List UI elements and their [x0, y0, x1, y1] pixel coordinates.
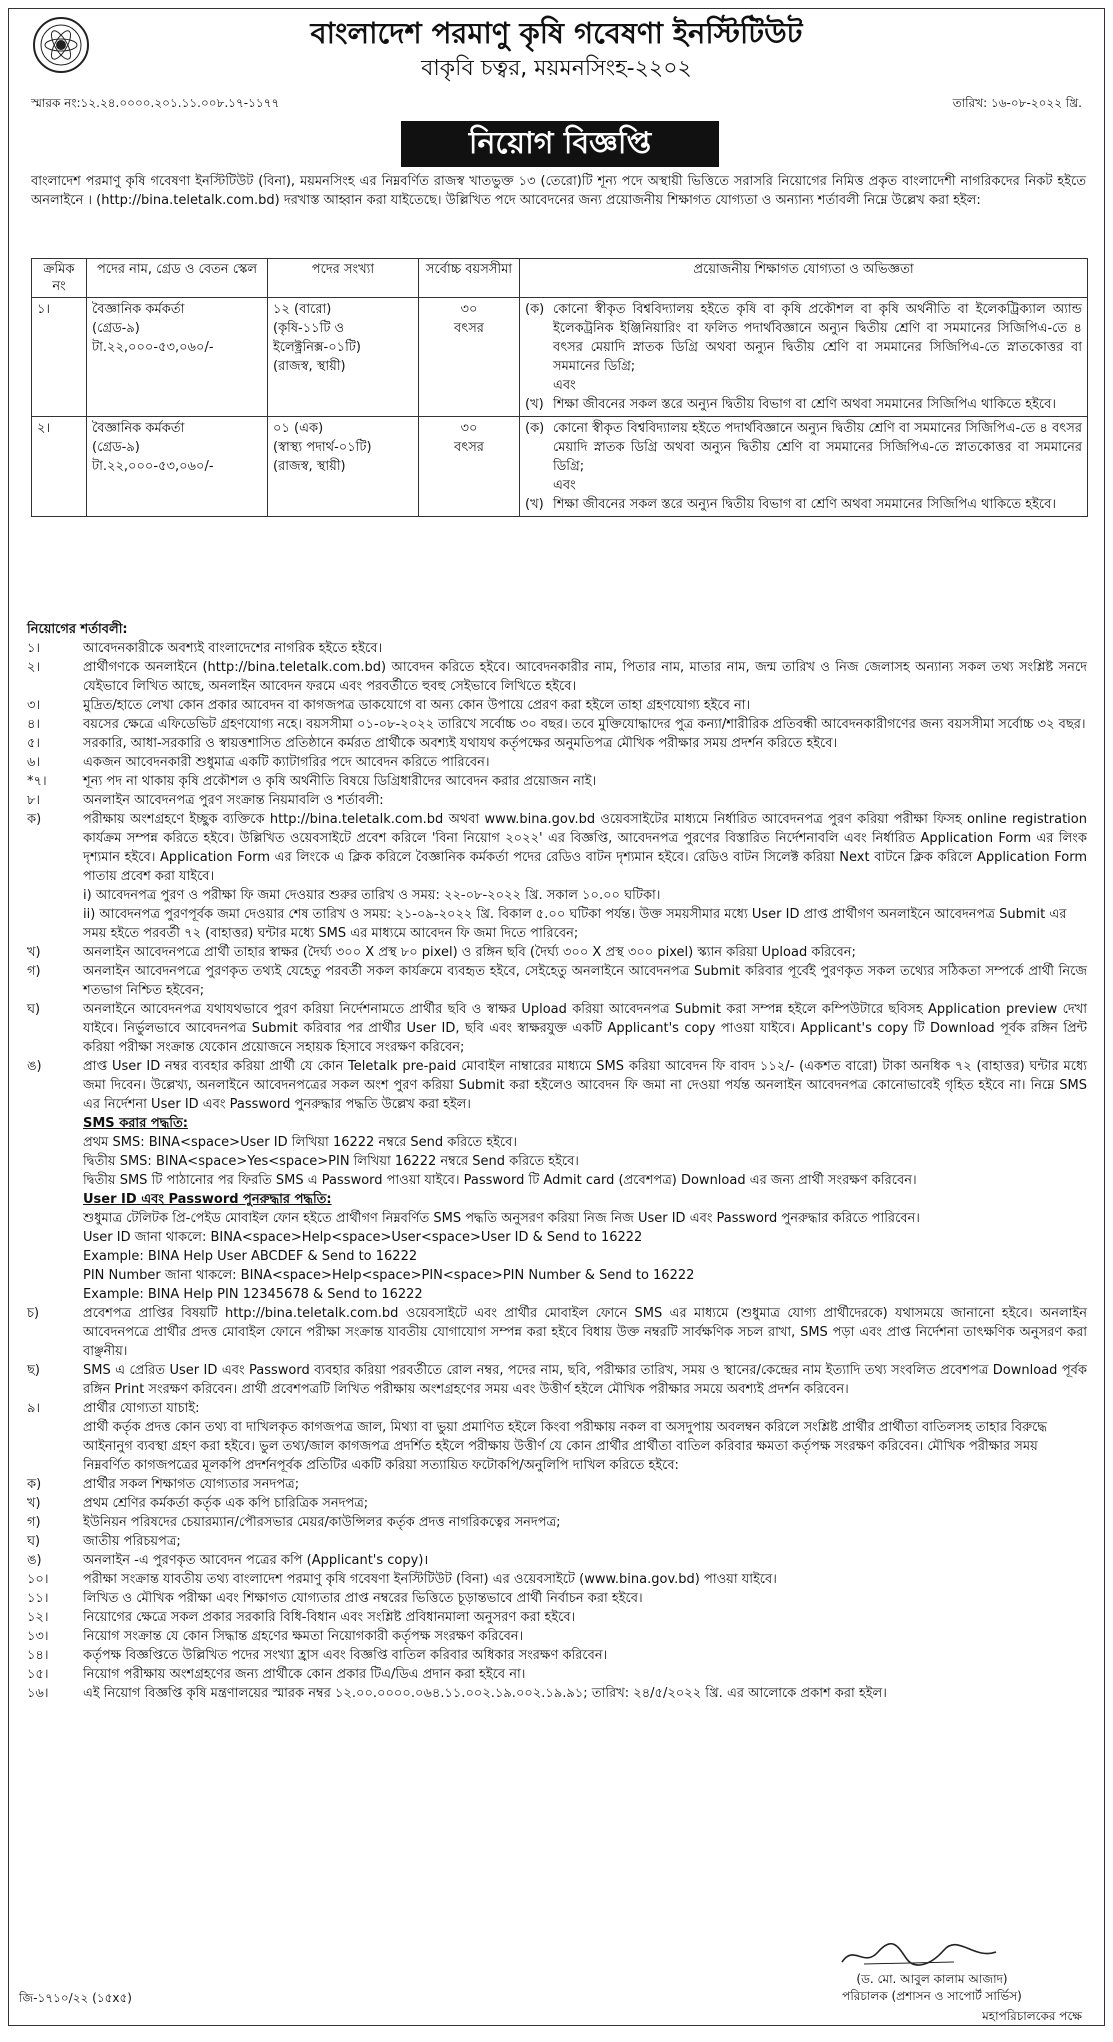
condition-number: ১৫। [27, 1667, 49, 1682]
count-line: ১২ (বারো) [273, 302, 332, 317]
requirement-label: (খ) [525, 497, 544, 512]
condition-number: ৩। [27, 698, 41, 713]
notice-page [8, 8, 1105, 2026]
condition-item [27, 1646, 1087, 1665]
post-line: টা.২২,০০০-৫৩,০৬০/- [92, 340, 214, 355]
serial-cell: ২। [32, 417, 87, 517]
condition-item [27, 1532, 1087, 1551]
condition-text: নিয়োগ পরীক্ষায় অংশগ্রহণের জন্য প্রার্থীকে কোন প্রকার টিএ/ডিএ প্রদান করা হইবে না। [83, 1667, 526, 1682]
count-line: ০১ (এক) [273, 421, 324, 436]
condition-item [27, 772, 1087, 791]
condition-subline: দ্বিতীয় SMS: BINA<space>Yes<space>PIN লিখিয়া 16222 নম্বরে Send করিতে হইবে। [83, 1154, 579, 1169]
posts-table [31, 258, 1088, 517]
condition-text: বয়সের ক্ষেত্রে এফিডেভিট গ্রহণযোগ্য নহে। বয়সসীমা ০১-০৮-২০২২ তারিখে সর্বোচ্চ ৩০ বছর। তবে মুক্তিযোদ্ধাদের পুত্র কন্যা/শারীরিক প্রতিবন্ধী আবেদনকারীগণের জন্য বয়সসীমা সর্বোচ্চ ৩২ বছর। [83, 717, 1086, 732]
condition-item [27, 1589, 1087, 1608]
condition-number: ২। [27, 660, 41, 675]
condition-text: প্রার্থীগণকে অনলাইনে (http://bina.teletalk.com.bd) আবেদন করিতে হইবে। আবেদনকারীর নাম, পিতার নাম, মাতার নাম, জন্ম তারিখ ও নিজ জেলাসহ অন্যান্য সকল তথ্য সংশ্লিষ্ট সনদে যেইভাবে লিখিত আছে, অনলাইন আবেদন ফরমে এবং পরবর্তীতে হুবহু সেইভাবে লিখিতে হইবে। [83, 660, 1087, 694]
condition-subline: দ্বিতীয় SMS টি পাঠানোর পর ফিরতি SMS এ Password পাওয়া যাইবে। Password টি Admit card (প্রবেশপত্র) Download এর জন্য প্রার্থী সংরক্ষণ করিবেন। [83, 1173, 917, 1188]
condition-subheading: User ID এবং Password পুনরুদ্ধার পদ্ধতি: [83, 1192, 332, 1207]
condition-number: ৯। [27, 1401, 41, 1416]
post-line: টা.২২,০০০-৫৩,০৬০/- [92, 459, 214, 474]
post-line: (গ্রেড-৯) [92, 440, 140, 455]
condition-text: প্রার্থীর যোগ্যতা যাচাই: [83, 1401, 200, 1416]
serial-cell: ১। [32, 298, 87, 417]
condition-number: ঘ) [27, 1002, 41, 1017]
condition-number: ছ) [27, 1363, 40, 1378]
condition-subline: i) আবেদনপত্র পুরণ ও পরীক্ষা ফি জমা দেওয়ার শুরুর তারিখ ও সময়: ২২-০৮-২০২২ খ্রি. সকাল ১০.০০ ঘটিকা। [83, 888, 661, 903]
condition-text: এই নিয়োগ বিজ্ঞপ্তি কৃষি মন্ত্রণালয়ের স্মারক নম্বর ১২.০০.০০০০.০৬৪.১১.০০২.১৯.০০২.১৯.৯১; তারিখ: ২৪/৫/২০২২ খ্রি. এর আলোকে প্রকাশ করা হইল। [83, 1686, 887, 1701]
post-line: বৈজ্ঞানিক কর্মকর্তা [92, 421, 185, 436]
condition-text: লিখিত ও মৌখিক পরীক্ষা এবং শিক্ষাগত যোগ্যতার প্রাপ্ত নম্বরের ভিত্তিতে চূড়ান্তভাবে প্রার্থী নির্বাচন করা হইবে। [83, 1591, 643, 1606]
post-cell [87, 298, 268, 417]
condition-subheading: SMS করার পদ্ধতি: [83, 1116, 188, 1131]
condition-text: প্রার্থীর সকল শিক্ষাগত যোগ্যতার সনদপত্র; [83, 1477, 300, 1492]
intro-paragraph: বাংলাদেশ পরমাণু কৃষি গবেষণা ইনস্টিটিউট (বিনা), ময়মনসিংহ এর নিম্নবর্ণিত রাজস্ব খাতভুক্ত ১৩ (তেরো)টি শূন্য পদে অস্থায়ী ভিত্তিতে সরাসরি নিয়োগের নিমিত্ত প্রকৃত বাংলাদেশী নাগরিকদের নিকট হইতে অনলাইনে । (http://bina.teletalk.com.bd) দরখাস্ত আহ্বান করা যাইতেছে। উল্লিখিত পদে আবেদনের জন্য প্রয়োজনীয় শিক্ষাগত যোগ্যতা ও অন্যান্য শর্তাবলী নিম্নে উল্লেখ করা হইল: [31, 174, 1086, 208]
requirement-text: কোনো স্বীকৃত বিশ্ববিদ্যালয় হইতে পদার্থবিজ্ঞানে অন্যুন দ্বিতীয় শ্রেণি বা সমমানের সিজিপিএ-তে ৪ বৎসর মেয়াদি স্নাতক ডিগ্রি অথবা অন্যুন দ্বিতীয় শ্রেণি বা সমমানের সিজিপিএ-তে স্নাতকোত্তর বা সমমানের ডিগ্রি; [553, 421, 1082, 474]
count-cell [268, 417, 419, 517]
condition-text: ইউনিয়ন পরিষদের চেয়ারম্যান/পৌরসভার মেয়র/কাউন্সিলর কর্তৃক প্রদত্ত নাগরিকত্বের সনদপত্র; [83, 1515, 561, 1530]
condition-item [27, 1627, 1087, 1646]
condition-item [27, 943, 1087, 962]
condition-item [27, 658, 1087, 696]
condition-text: অনলাইন আবেদনপত্র পুরণ সংক্রান্ত নিয়মাবলি ও শর্তাবলী: [83, 793, 384, 808]
count-line: (রাজস্ব, স্থায়ী) [273, 359, 346, 374]
requirement-item [525, 395, 1082, 414]
signature-icon [834, 1940, 1004, 1970]
age-line: ৩০ [460, 302, 478, 317]
condition-number: ১৪। [27, 1648, 49, 1663]
signer-name: (ড. মো. আবুল কালাম আজাদ) [856, 1972, 1008, 1986]
condition-number: ১১। [27, 1591, 49, 1606]
condition-item [27, 1513, 1087, 1532]
table-row [32, 417, 1088, 517]
requirement-text: শিক্ষা জীবনের সকল স্তরে অন্যুন দ্বিতীয় বিভাগ বা শ্রেণি অথবা সমমানের সিজিপিএ থাকিতে হইবে। [553, 497, 1056, 512]
requirement-item [525, 476, 1082, 495]
condition-text: পরীক্ষা সংক্রান্ত যাবতীয় তথ্য বাংলাদেশ পরমাণু কৃষি গবেষণা ইনস্টিটিউট (বিনা) এর ওয়েবসাইটে (www.bina.gov.bd) পাওয়া যাইবে। [83, 1572, 777, 1587]
notice-banner: নিয়োগ বিজ্ঞপ্তি [401, 121, 719, 167]
condition-text: নিয়োগের ক্ষেত্রে সকল প্রকার সরকারি বিধি-বিধান এবং সংশ্লিষ্ট প্রবিধানমালা অনুসরণ করা হইবে। [83, 1610, 576, 1625]
age-cell [419, 417, 520, 517]
condition-item [27, 1551, 1087, 1570]
condition-number: ৫। [27, 736, 41, 751]
requirement-cell [520, 298, 1088, 417]
institute-address: বাকৃবি চত্বর, ময়মনসিংহ-২২০২ [421, 56, 692, 81]
condition-number: *৭। [27, 774, 47, 789]
condition-number: খ) [27, 1496, 41, 1511]
condition-number: ১৩। [27, 1629, 49, 1644]
post-line: (গ্রেড-৯) [92, 321, 140, 336]
condition-number: ঙ) [27, 1059, 42, 1074]
table-row [32, 298, 1088, 417]
age-line: ৩০ [460, 421, 478, 436]
condition-subline: প্রার্থী কর্তৃক প্রদত্ত কোন তথ্য বা দাখিলকৃত কাগজপত্র জাল, মিথ্যা বা ভুয়া প্রমাণিত হইলে কিংবা পরীক্ষায় নকল বা অসদুপায় অবলম্বন করিলে সংশ্লিষ্ট প্রার্থীর প্রার্থীতা বাতিলসহ তাহার বিরুদ্ধে আইনানুগ ব্যবস্থা গ্রহণ করা হইবে। ভুল তথ্য/জাল কাগজপত্র প্রদর্শিত হইলে পরীক্ষায় উত্তীর্ণ যে কোন প্রার্থীর প্রার্থীতা বাতিল করিবার ক্ষমতা কর্তৃপক্ষ সংরক্ষণ করিবেন। মৌখিক পরীক্ষার সময় নিম্নবর্ণিত কাগজপত্রের মূলকপি প্রদর্শনপূর্বক প্রতিটির একটি করিয়া সত্যায়িত ফটোকপি/অনুলিপি দাখিল করিতে হইবে: [83, 1420, 1047, 1473]
signer-title: পরিচালক (প্রশাসন ও সাপোর্ট সার্ভিস) [842, 1989, 1022, 2003]
col-post-header: পদের নাম, গ্রেড ও বেতন স্কেল [87, 259, 268, 298]
condition-text: অনলাইনে আবেদনপত্র যথাযথভাবে পুরণ করিয়া নির্দেশনামতে প্রার্থীর ছবি ও স্বাক্ষর Upload করিয়া আবেদনপত্র Submit করা সম্পন্ন হইলে কম্পিউটারে ছবিসহ Application preview দেখা যাইবে। নির্ভুলভাবে আবেদনপত্র Submit করিবার পর প্রার্থীর User ID, ছবি এবং স্বাক্ষরযুক্ত একটি Applicant's copy পাওয়া যাইবে। Applicant's copy টি Download পূর্বক রঙ্গিন প্রিন্ট করিয়া পরীক্ষা সংক্রান্ত যেকোন প্রয়োজনে সহায়ক হিসাবে সংরক্ষণ করিবেন; [83, 1002, 1087, 1055]
condition-subline: User ID জানা থাকলে: BINA<space>Help<space>User<space>User ID & Send to 16222 [83, 1230, 643, 1245]
condition-subline: শুধুমাত্র টেলিটক প্রি-পেইড মোবাইল ফোন হইতে প্রার্থীগণ নিম্নবর্ণিত SMS পদ্ধতি অনুসরণ করিয়া নিজ নিজ User ID এবং Password পুনরুদ্ধার করিতে পারিবেন। [83, 1211, 920, 1226]
condition-item [27, 1361, 1087, 1399]
condition-text: প্রাপ্ত User ID নম্বর ব্যবহার করিয়া প্রার্থী যে কোন Teletalk pre-paid মোবাইল নাম্বারের মাধ্যমে SMS করিয়া আবেদন ফি বাবদ ১১২/- (একশত বারো) টাকা অনধিক ৭২ (বাহাত্তর) ঘন্টার মধ্যে জমা দিবেন। উল্লেখ্য, অনলাইনে আবেদনপত্রের সকল অংশ পুরণ করিয়া Submit করা হইলেও আবেদন ফি জমা না দেওয়া পর্যন্ত অনলাইন আবেদনপত্র কোনোভাবেই গৃহিত হইবে না। নিম্নে SMS এর নির্দেশনা User ID এবং Password পুনরুদ্ধার পদ্ধতি উল্লেখ করা হইল। [83, 1059, 1087, 1112]
condition-number: ৪। [27, 717, 41, 732]
condition-text: নিয়োগ সংক্রান্ত যে কোন সিদ্ধান্ত গ্রহণের ক্ষমতা নিয়োগকারী কর্তৃপক্ষ সংরক্ষণ করিবেন। [83, 1629, 524, 1644]
conditions-title: নিয়োগের শর্তাবলী: [27, 622, 128, 637]
condition-item [27, 791, 1087, 810]
signature-block [782, 1971, 1082, 2005]
condition-text: একজন আবেদনকারী শুধুমাত্র একটি ক্যাটাগরির পদে আবেদন করিতে পারিবেন। [83, 755, 490, 770]
condition-text: অনলাইন -এ পুরণকৃত আবেদন পত্রের কপি (Applicant's copy)। [83, 1553, 429, 1568]
condition-number: ১০। [27, 1572, 49, 1587]
condition-item [27, 1399, 1087, 1418]
condition-subline: প্রথম SMS: BINA<space>User ID লিখিয়া 16222 নম্বরে Send করিতে হইবে। [83, 1135, 518, 1150]
condition-number: ৬। [27, 755, 41, 770]
condition-text: অনলাইন আবেদনপত্রে প্রার্থী তাহার স্বাক্ষর (দৈর্ঘ্য ৩০০ X প্রস্থ ৮০ pixel) ও রঙ্গিন ছবি (দৈর্ঘ্য ৩০০ X প্রস্থ ৩০০ pixel) স্ক্যান করিয়া Upload করিবেন; [83, 945, 856, 960]
requirement-label: (ক) [525, 421, 545, 436]
condition-item [27, 1494, 1087, 1513]
condition-item [27, 962, 1087, 1000]
condition-number: ১২। [27, 1610, 49, 1625]
requirement-item [525, 300, 1082, 376]
count-line: ইলেক্ট্রনিক্স-০১টি) [273, 340, 361, 355]
requirement-item [525, 495, 1082, 514]
on-behalf-line: মহাপরিচালকের পক্ষে [982, 2009, 1082, 2023]
requirement-text: এবং [553, 478, 576, 493]
requirement-label: (ক) [525, 302, 545, 317]
table-header-row [32, 259, 1088, 298]
col-age-header: সর্বোচ্চ বয়সসীমা [419, 259, 520, 298]
condition-text: শূন্য পদ না থাকায় কৃষি প্রকৌশল ও কৃষি অর্থনীতি বিষয়ে ডিগ্রিধারীদের আবেদন করার প্রয়োজন নাই। [83, 774, 597, 789]
memo-number: স্মারক নং:১২.২৪.০০০০.২০১.১১.০০৮.১৭-১১৭৭ [31, 96, 280, 110]
condition-subline: Example: BINA Help PIN 12345678 & Send to 16222 [83, 1287, 423, 1302]
age-line: বৎসর [454, 440, 484, 455]
condition-number: ঙ) [27, 1553, 42, 1568]
condition-number: খ) [27, 945, 41, 960]
condition-item [27, 715, 1087, 734]
condition-text: আবেদনকারীকে অবশ্যই বাংলাদেশের নাগরিক হইতে হইবে। [83, 641, 383, 656]
condition-item [27, 1608, 1087, 1627]
requirement-cell [520, 417, 1088, 517]
condition-item [27, 753, 1087, 772]
condition-number: ১। [27, 641, 41, 656]
condition-text: SMS এ প্রেরিত User ID এবং Password ব্যবহার করিয়া পরবর্তীতে রোল নম্বর, পদের নাম, ছবি, পরীক্ষার তারিখ, সময় ও স্থানের/কেন্দ্রের নাম ইত্যাদি তথ্য সংবলিত প্রবেশপত্র Download পূর্বক রঙ্গিন Print সংরক্ষণ করিবেন। প্রার্থী প্রবেশপত্রটি লিখিত পরীক্ষায় অংশগ্রহণের সময় এবং উত্তীর্ণ হইলে মৌখিক পরীক্ষার সময়ে অবশ্যই প্রদর্শন করিবেন। [83, 1363, 1087, 1397]
condition-text: সরকারি, আধা-সরকারি ও স্বায়ত্তশাসিত প্রতিষ্ঠানে কর্মরত প্রার্থীকে অবশ্যই যথাযথ কর্তৃপক্ষের অনুমতিপত্র মৌখিক পরীক্ষার সময় প্রদর্শন করিতে হইবে। [83, 736, 838, 751]
condition-text: অনলাইন আবেদনপত্রে পুরণকৃত তথ্যই যেহেতু পরবর্তী সকল কার্যক্রমে ব্যবহৃত হইবে, সেইহেতু অনলাইনে আবেদনপত্র Submit করিবার পূর্বেই পুরণকৃত সকল তথ্যের সঠিকতা সম্পর্কে প্রার্থী নিজে শতভাগ নিশ্চিত হইবেন; [83, 964, 1087, 998]
condition-text: জাতীয় পরিচয়পত্র; [83, 1534, 181, 1549]
col-count-header: পদের সংখ্যা [268, 259, 419, 298]
condition-item [27, 1684, 1087, 1703]
condition-number: গ) [27, 1515, 41, 1530]
requirement-text: কোনো স্বীকৃত বিশ্ববিদ্যালয় হইতে কৃষি বা কৃষি প্রকৌশল বা কৃষি অর্থনীতি বা ইলেকট্রিক্যাল অ্যান্ড ইলেকট্রনিক ইঞ্জিনিয়ারিং বা ফলিত পদার্থবিজ্ঞানে অন্যুন দ্বিতীয় শ্রেণি বা সমমানের সিজিপিএ-তে ৪ বৎসর মেয়াদি স্নাতক ডিগ্রি অথবা অন্যুন দ্বিতীয় শ্রেণি বা সমমানের সিজিপিএ-তে স্নাতকোত্তর বা সমমানের ডিগ্রি; [553, 302, 1082, 374]
job-code: জি-১৭১০/২২ (১৫x৫) [19, 1991, 132, 2005]
condition-number: ১৬। [27, 1686, 49, 1701]
requirement-item [525, 376, 1082, 395]
requirement-label: (খ) [525, 397, 544, 412]
condition-number: ৮। [27, 793, 41, 808]
count-cell [268, 298, 419, 417]
requirement-text: শিক্ষা জীবনের সকল স্তরে অন্যুন দ্বিতীয় বিভাগ বা শ্রেণি অথবা সমমানের সিজিপিএ থাকিতে হইবে। [553, 397, 1056, 412]
condition-item [27, 810, 1087, 886]
condition-item [27, 1304, 1087, 1361]
count-line: (রাজস্ব, স্থায়ী) [273, 459, 346, 474]
condition-subline: PIN Number জানা থাকলে: BINA<space>Help<space>PIN<space>PIN Number & Send to 16222 [83, 1268, 695, 1283]
col-serial-header: ক্রমিক নং [32, 259, 87, 298]
condition-item [27, 696, 1087, 715]
condition-number: ক) [27, 1477, 42, 1492]
condition-subline: ii) আবেদনপত্র পুরণপূর্বক জমা দেওয়ার শেষ তারিখ ও সময়: ২১-০৯-২০২২ খ্রি. বিকাল ৫.০০ ঘটিকা পর্যন্ত। উক্ত সময়সীমার মধ্যে User ID প্রাপ্ত প্রার্থীগণ অনলাইনে আবেদনপত্র Submit এর সময় হইতে পরবর্তী ৭২ (বাহাত্তর) ঘন্টার মধ্যে SMS এর মাধ্যমে আবেদন ফি জমা দিতে পারিবেন; [83, 907, 1067, 941]
condition-item [27, 639, 1087, 658]
col-requirement-header: প্রয়োজনীয় শিক্ষাগত যোগ্যতা ও অভিজ্ঞতা [520, 259, 1088, 298]
age-line: বৎসর [454, 321, 484, 336]
condition-text: প্রবেশপত্র প্রাপ্তির বিষয়টি http://bina.teletalk.com.bd ওয়েবসাইটে এবং প্রার্থীর মোবাইল ফোনে SMS এর মাধ্যমে (শুধুমাত্র যোগ্য প্রার্থীদেরকে) যথাসময়ে জানানো হইবে। অনলাইন আবেদনপত্রে প্রার্থীর প্রদত্ত মোবাইল ফোনে পরীক্ষা সংক্রান্ত যাবতীয় যোগাযোগ সম্পন্ন করা হইবে বিধায় উক্ত নম্বরটি সার্বক্ষণিক সচল রাখা, SMS পড়া এবং প্রাপ্ত নির্দেশনা তাৎক্ষণিক অনুসরণ করা বাঞ্ছনীয়। [83, 1306, 1087, 1359]
condition-number: গ) [27, 964, 41, 979]
count-line: (কৃষি-১১টি ও [273, 321, 345, 336]
condition-subline: Example: BINA Help User ABCDEF & Send to 16222 [83, 1249, 418, 1264]
condition-text: পরীক্ষায় অংশগ্রহণে ইচ্ছুক ব্যক্তিকে http://bina.teletalk.com.bd অথবা www.bina.gov.bd ওয়েবসাইটের মাধ্যমে নির্ধারিত আবেদনপত্র পুরণ করিয়া পরীক্ষা ফিসহ online registration কার্যক্রম সম্পন্ন করিতে হইবে। উল্লিখিত ওয়েবসাইটে প্রবেশ করিলে 'বিনা নিয়োগ ২০২২' এর বিজ্ঞপ্তি, আবেদনপত্র পুরণের বিস্তারিত নির্দেশনাবলি এবং নির্ধারিত Application Form এর লিংক দৃশ্যমান হইবে। Application Form এর লিংকে এ ক্লিক করিলে বৈজ্ঞানিক কর্মকর্তা পদের রেডিও বাটন দৃশ্যমান হইবে। রেডিও বাটন সিলেক্ট করিয়া Next বাটনে ক্লিক করিলে Application Form পাতায় প্রবেশ করা যাইবে। [83, 812, 1087, 884]
conditions-section [27, 620, 1087, 1703]
age-cell [419, 298, 520, 417]
count-line: (স্বাস্থ্য পদার্থ-০১টি) [273, 440, 372, 455]
post-line: বৈজ্ঞানিক কর্মকর্তা [92, 302, 185, 317]
condition-number: ঘ) [27, 1534, 41, 1549]
condition-item [27, 734, 1087, 753]
notice-date: তারিখ: ১৬-০৮-২০২২ খ্রি. [952, 96, 1082, 110]
requirement-item [525, 419, 1082, 476]
condition-number: ক) [27, 812, 42, 827]
condition-number: চ) [27, 1306, 40, 1321]
condition-item [27, 1057, 1087, 1114]
institute-title: বাংলাদেশ পরমাণু কৃষি গবেষণা ইনস্টিটিউট [310, 16, 803, 50]
condition-text: মুদ্রিত/হাতে লেখা কোন প্রকার আবেদন বা কাগজপত্র ডাকযোগে বা অন্য কোন উপায়ে প্রেরণ করা হইলে তাহা গ্রহণযোগ্য হইবে না। [83, 698, 751, 713]
condition-item [27, 1475, 1087, 1494]
condition-text: কর্তৃপক্ষ বিজ্ঞপ্তিতে উল্লিখিত পদের সংখ্যা হ্রাস এবং বিজ্ঞপ্তি বাতিল করিবার অধিকার সংরক্ষণ করিবেন। [83, 1648, 608, 1663]
requirement-text: এবং [553, 378, 576, 393]
condition-item [27, 1570, 1087, 1589]
post-cell [87, 417, 268, 517]
condition-text: প্রথম শ্রেণির কর্মকর্তা কর্তৃক এক কপি চারিত্রিক সনদপত্র; [83, 1496, 369, 1511]
condition-item [27, 1665, 1087, 1684]
condition-item [27, 1000, 1087, 1057]
